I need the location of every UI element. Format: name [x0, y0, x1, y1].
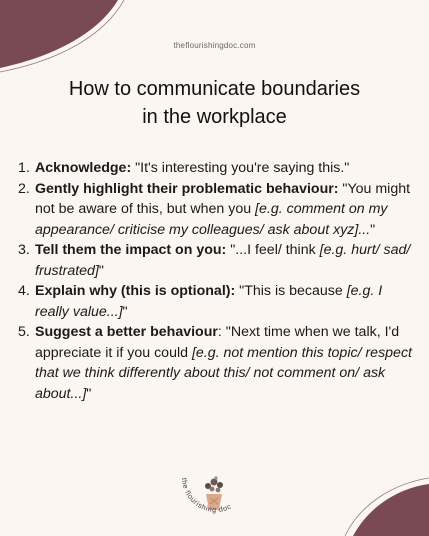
step-number: 4. — [18, 283, 30, 299]
step-text: "It's interesting you're saying this." — [131, 160, 350, 176]
step-text: "This is because — [235, 283, 347, 299]
step-number: 2. — [18, 180, 30, 197]
step-body — [35, 281, 416, 322]
step-text: "...I feel/ think — [226, 242, 320, 258]
step-example: [e.g. comment on my appearance/ criticise my colleagues/ ask about xyz]... — [35, 201, 388, 238]
step-label: Suggest a better behaviour — [35, 324, 218, 340]
step-number: 1. — [18, 160, 30, 176]
step-example: [e.g. not mention this topic/ respect that we think differently about this/ not comment on/ ask about...] — [35, 344, 412, 402]
logo-text: the flourishing doc — [179, 477, 233, 515]
step-label: Explain why (this is optional): — [35, 283, 236, 299]
steps-list — [18, 158, 416, 404]
step-item — [18, 158, 416, 179]
brand-logo — [172, 470, 260, 530]
step-label: Acknowledge: — [35, 160, 132, 176]
step-text-end: " — [370, 221, 376, 238]
site-url: theflourishingdoc.com — [173, 41, 256, 50]
step-example: [e.g. hurt/ sad/ frustrated] — [35, 242, 411, 279]
step-item — [18, 240, 416, 281]
step-label: Tell them the impact on you: — [35, 242, 227, 258]
step-item — [18, 322, 416, 404]
corner-decoration-top-left — [0, 0, 130, 75]
step-text: : "Next time when we talk, I'd appreciate it if you could — [35, 324, 400, 361]
title-line-1: How to communicate boundaries — [68, 78, 361, 100]
step-body — [35, 322, 416, 404]
step-number: 5. — [18, 324, 30, 340]
step-body — [35, 240, 416, 281]
step-text-end: " — [86, 385, 92, 402]
corner-decoration-bottom-right — [329, 476, 429, 536]
step-example: [e.g. I really value...] — [35, 283, 383, 320]
step-text: "You might not be aware of this, but when you — [35, 180, 411, 217]
step-body — [35, 158, 416, 179]
page-title — [0, 75, 429, 131]
step-text-end: " — [98, 262, 104, 279]
step-item — [18, 179, 416, 241]
step-number: 3. — [18, 242, 30, 258]
step-item — [18, 281, 416, 322]
step-label: Gently highlight their problematic behaviour: — [35, 180, 339, 197]
step-text-end: " — [122, 303, 128, 320]
step-body — [35, 179, 416, 241]
title-line-2: in the workplace — [142, 106, 287, 128]
